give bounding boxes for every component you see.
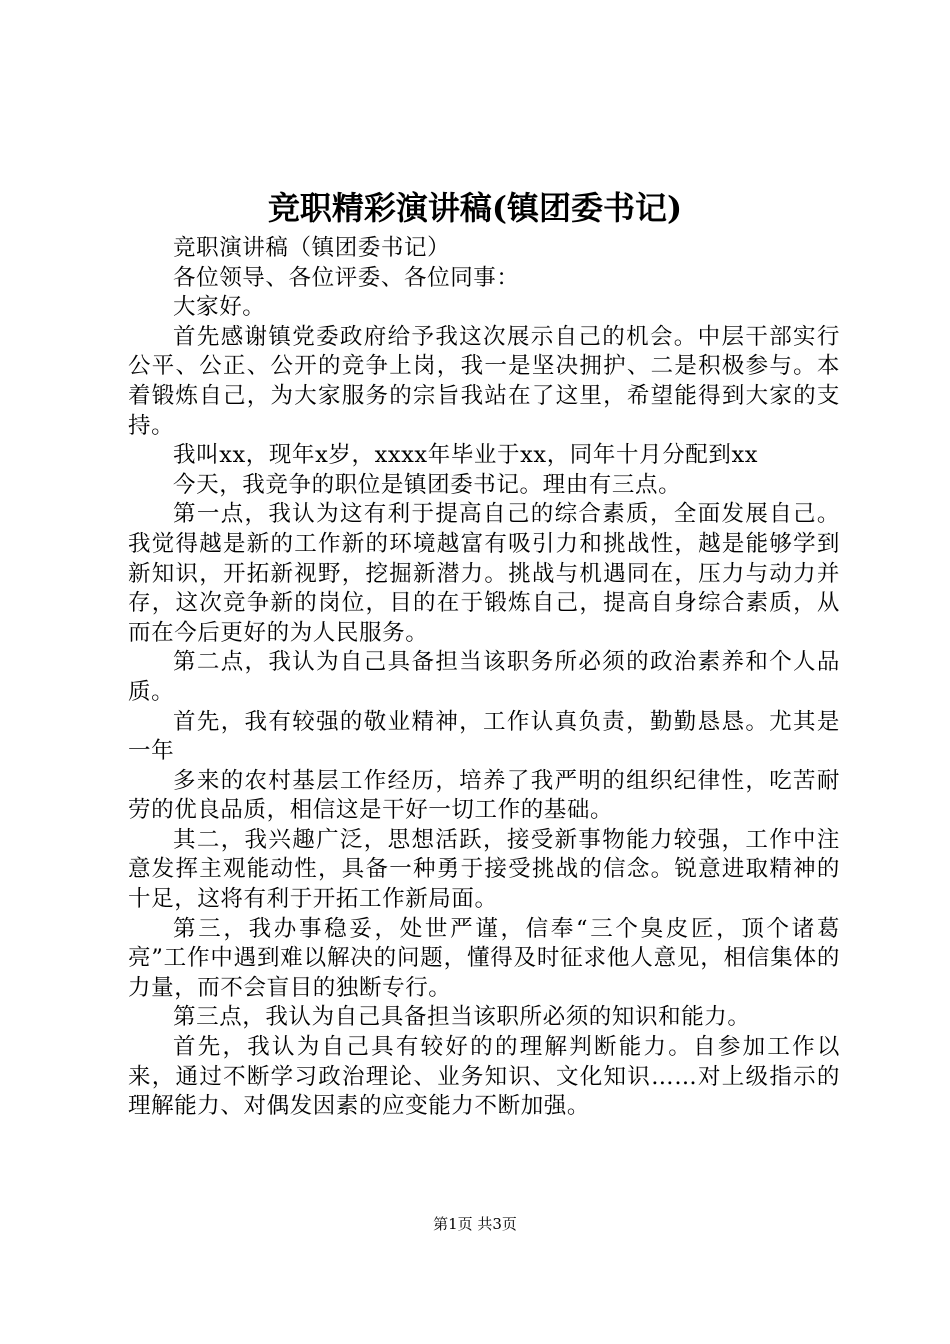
document-body [128, 234, 840, 1122]
paragraph: 第三，我办事稳妥，处世严谨，信奉“三个臭皮匠，顶个诸葛亮”工作中遇到难以解决的问题，懂得及时征求他人意见，相信集体的力量，而不会盲目的独断专行。 [128, 915, 840, 1001]
paragraph: 首先感谢镇党委政府给予我这次展示自己的机会。中层干部实行公平、公正、公开的竞争上岗，我一是坚决拥护、二是积极参与。本着锻炼自己，为大家服务的宗旨我站在了这里，希望能得到大家的支持。 [128, 323, 840, 439]
paragraph: 我叫xx，现年x岁，xxxx年毕业于xx，同年十月分配到xx [173, 442, 759, 469]
paragraph: 第二点，我认为自己具备担当该职务所必须的政治素养和个人品质。 [128, 649, 840, 705]
paragraph: 多来的农村基层工作经历，培养了我严明的组织纪律性，吃苦耐劳的优良品质，相信这是干好一切工作的基础。 [128, 767, 840, 824]
paragraph: 首先，我认为自己具有较好的的理解判断能力。自参加工作以来，通过不断学习政治理论、业务知识、文化知识……对上级指示的理解能力、对偶发因素的应变能力不断加强。 [128, 1034, 840, 1120]
paragraph: 其二，我兴趣广泛，思想活跃，接受新事物能力较强，工作中注意发挥主观能动性，具备一种勇于接受挑战的信念。锐意进取精神的十足，这将有利于开拓工作新局面。 [128, 826, 840, 913]
paragraph: 竞职演讲稿（镇团委书记） [173, 235, 451, 261]
paragraph: 第一点，我认为这有利于提高自己的综合素质，全面发展自己。我觉得越是新的工作新的环境越富有吸引力和挑战性，越是能够学到新知识，开拓新视野，挖掘新潜力。挑战与机遇同在，压力与动力并存，这次竞争新的岗位，目的在于锻炼自己，提高自身综合素质，从而在今后更好的为人民服务。 [128, 501, 840, 646]
page-footer: 第1页 共3页 [433, 1215, 517, 1233]
paragraph: 大家好。 [173, 294, 266, 321]
paragraph: 今天，我竞争的职位是镇团委书记。理由有三点。 [173, 471, 682, 498]
paragraph: 首先，我有较强的敬业精神，工作认真负责，勤勤恳恳。尤其是一年 [128, 708, 840, 765]
document-title: 竞职精彩演讲稿(镇团委书记) [267, 189, 683, 227]
paragraph: 第三点，我认为自己具备担当该职所必须的知识和能力。 [173, 1004, 751, 1031]
paragraph: 各位领导、各位评委、各位同事： [173, 264, 520, 291]
